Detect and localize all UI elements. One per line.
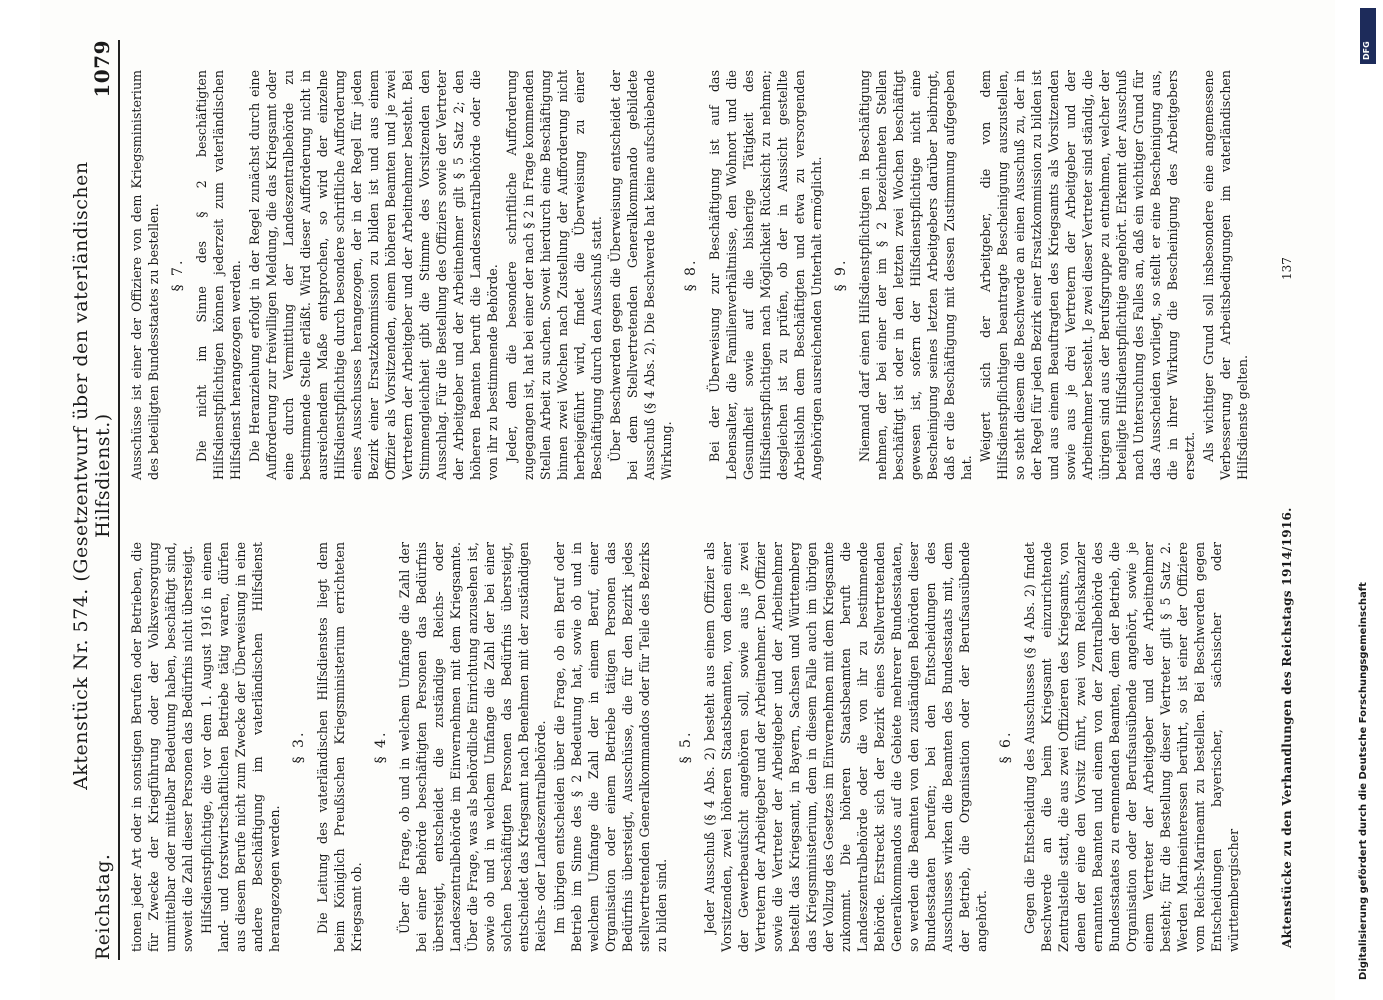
footer-signature: 137 bbox=[1280, 257, 1294, 280]
paragraph: Jeder, dem die besondere schriftliche Aufforderung zugegangen ist, hat bei einer der nach § 2 in Frage kommenden Stellen Arbeit zu suchen. Soweit hierdurch eine Beschäftigung binnen zwei Wochen nach Zustellung der Aufforderung nicht herbeigeführt wird, findet die Überweisung zu einer Beschäftigung durch den Ausschuß statt. bbox=[504, 70, 604, 480]
paragraph: Gegen die Entscheidung des Ausschusses (§ 4 Abs. 2) findet Beschwerde an die beim Kriegsamt einzurichtende Zentralstelle statt, die aus zwei Offizieren des Kriegsamts, von denen der eine den Vorsitz führt, zwei vom Reichskanzler ernannten Beamten und einem von der Zentralbehörde des Bundesstaates zu ernennenden Beamten, dem der Betrieb, die Organisation oder der Berufsausübende angehört, sowie je einem Vertreter der Arbeitgeber und der Arbeitnehmer besteht; für die Bestellung dieser Vertreter gilt § 5 Satz 2. Werden Marineinteressen berührt, so ist einer der Offiziere vom Reichs-Marineamt zu bestellen. Bei Beschwerden gegen Entscheidungen bayerischer, sächsischer oder württembergischer bbox=[1022, 542, 1241, 952]
section-heading: § 9. bbox=[833, 258, 849, 292]
right-column bbox=[128, 70, 1253, 480]
document-page bbox=[40, 0, 1335, 1000]
section-heading: § 4. bbox=[373, 730, 389, 764]
footer-source: Aktenstücke zu den Verhandlungen des Reichstags 1914/1916. bbox=[1280, 507, 1294, 948]
paragraph: Bei der Überweisung zur Beschäftigung ist auf das Lebensalter, die Familienverhältnisse, den Wohnort und die Gesundheit sowie auf die bisherige Tätigkeit des Hilfsdienstpflichtigen nach Möglichkeit Rücksicht zu nehmen; desgleichen ist zu prüfen, ob der in Aussicht gestellte Arbeitslohn dem Beschäftigten und etwa zu versorgenden Angehörigen ausreichenden Unterhalt ermöglicht. bbox=[707, 70, 824, 480]
paragraph: Die Heranziehung erfolgt in der Regel zunächst durch eine Aufforderung zur freiwilligen Meldung, die das Kriegsamt oder eine durch Vermittlung der Landeszentralbehörde zu bestimmende Stelle erläßt. Wird dieser Aufforderung nicht in ausreichendem Maße entsprochen, so wird der einzelne Hilfsdienstpflichtige durch besondere schriftliche Aufforderung eines Ausschusses herangezogen, der in der Regel für jeden Bezirk einer Ersatzkommission zu bilden ist und aus einem Offizier als Vorsitzenden, einem höheren Beamten und je zwei Vertretern der Arbeitgeber und der Arbeitnehmer besteht. Bei Stimmengleichheit gibt die Stimme des Vorsitzenden den Ausschlag. Für die Bestellung des Offiziers sowie der Vertreter der Arbeitgeber und der Arbeitnehmer gilt § 5 Satz 2; den höheren Beamten beruft die Landeszentralbehörde oder die von ihr zu bestimmende Behörde. bbox=[247, 70, 500, 480]
paragraph: Jeder Ausschuß (§ 4 Abs. 2) besteht aus einem Offizier als Vorsitzenden, zwei höheren Staatsbeamten, von denen einer der Gewerbeaufsicht angehören soll, sowie aus je zwei Vertretern der Arbeitgeber und der Arbeitnehmer. Den Offizier sowie die Vertreter der Arbeitgeber und der Arbeitnehmer bestellt das Kriegsamt, in Bayern, Sachsen und Württemberg das Kriegsministerium, dem in diesem Falle auch im übrigen der Vollzug des Gesetzes im Einvernehmen mit dem Kriegsamte zukommt. Die höheren Staatsbeamten beruft die Landeszentralbehörde oder die von ihr zu bestimmende Behörde. Erstreckt sich der Bezirk eines Stellvertretenden Generalkommandos auf die Gebiete mehrerer Bundesstaaten, so werden die Beamten von den zuständigen Behörden dieser Bundesstaaten berufen; bei den Entscheidungen des Ausschusses wirken die Beamten des Bundesstaats mit, dem der Betrieb, die Organisation oder der Berufsausübende angehört. bbox=[702, 542, 989, 952]
paragraph: Im übrigen entscheiden über die Frage, ob ein Beruf oder Betrieb im Sinne des § 2 Bedeutung hat, sowie ob und in welchem Umfange die Zahl der in einem Beruf, einer Organisation oder einem Betriebe tätigen Personen das Bedürfnis übersteigt, Ausschüsse, die für den Bezirk jedes stellvertretenden Generalkommandos oder für Teile des Bezirks zu bilden sind. bbox=[552, 542, 669, 952]
digitization-note-text: Digitalisierung gefördert durch die Deutsche Forschungsgemeinschaft bbox=[1358, 582, 1369, 980]
left-column bbox=[128, 542, 1244, 952]
section-heading: § 6. bbox=[998, 730, 1014, 764]
paragraph: Über Beschwerden gegen die Überweisung entscheidet der bei dem Stellvertretenden Generalkommando gebildete Ausschuß (§ 4 Abs. 2). Die Beschwerde hat keine aufschiebende Wirkung. bbox=[608, 70, 674, 480]
paragraph: Ausschüsse ist einer der Offiziere von dem Kriegsministerium des beteiligten Bundesstaates zu bestellen. bbox=[129, 70, 161, 480]
header-title: Aktenstück Nr. 574. (Gesetzentwurf über den vaterländischen Hilfsdienst.) bbox=[70, 161, 114, 790]
paragraph: Weigert sich der Arbeitgeber, die von dem Hilfsdienstpflichtigen beantragte Bescheinigung auszustellen, so steht diesem die Beschwerde an einen Ausschuß zu, der in der Regel für jeden Bezirk einer Ersatzkommission zu bilden ist und aus einem Beauftragten des Kriegsamts als Vorsitzenden sowie aus je drei Vertretern der Arbeitgeber und der Arbeitnehmer besteht. Je zwei dieser Vertreter sind ständig, die übrigen sind aus der Berufsgruppe zu entnehmen, welcher der beteiligte Hilfsdienstpflichtige angehört. Erkennt der Ausschuß nach Untersuchung des Falles an, daß ein wichtiger Grund für das Ausscheiden vorliegt, so stellt er eine Bescheinigung aus, die in ihrer Wirkung die Bescheinigung des Arbeitgebers ersetzt. bbox=[978, 70, 1197, 480]
paragraph: Über die Frage, ob und in welchem Umfange die Zahl der bei einer Behörde beschäftigten Personen das Bedürfnis übersteigt, entscheidet die zuständige Reichs- oder Landeszentralbehörde im Einvernehmen mit dem Kriegsamte. Über die Frage, was als behördliche Einrichtung anzusehen ist, sowie ob und in welchem Umfange die Zahl der bei einer solchen beschäftigten Personen das Bedürfnis übersteigt, entscheidet das Kriegsamt nach Benehmen mit der zuständigen Reichs- oder Landeszentralbehörde. bbox=[397, 542, 548, 952]
page-number: 1079 bbox=[90, 40, 114, 98]
section-heading: § 3. bbox=[291, 730, 307, 764]
running-head bbox=[68, 40, 120, 960]
section-heading: § 7. bbox=[170, 258, 186, 292]
section-heading: § 8. bbox=[683, 258, 699, 292]
paragraph: Als wichtiger Grund soll insbesondere eine angemessene Verbesserung der Arbeitsbedingungen im vaterländischen Hilfsdienste gelten. bbox=[1201, 70, 1250, 480]
paragraph: Die Leitung des vaterländischen Hilfsdienstes liegt dem beim Königlich Preußischen Kriegsministerium errichteten Kriegsamt ob. bbox=[315, 542, 364, 952]
paragraph: Hilfsdienstpflichtige, die vor dem 1. August 1916 in einem land- und forstwirtschaftlichen Betriebe tätig waren, dürfen aus diesem Berufe nicht zum Zwecke der Überweisung in eine andere Beschäftigung im vaterländischen Hilfsdienst herangezogen werden. bbox=[199, 542, 282, 952]
section-heading: § 5. bbox=[678, 730, 694, 764]
dfg-logo: DFG bbox=[1360, 8, 1376, 64]
paragraph: Die nicht im Sinne des § 2 beschäftigten Hilfsdienstpflichtigen können jederzeit zum vaterländischen Hilfsdienst herangezogen werden. bbox=[194, 70, 243, 480]
header-left: Reichstag. bbox=[92, 853, 114, 960]
paragraph: Niemand darf einen Hilfsdienstpflichtigen in Beschäftigung nehmen, der bei einer der im § 2 bezeichneten Stellen beschäftigt ist oder in den letzten zwei Wochen beschäftigt gewesen ist, sofern der Hilfsdienstpflichtige nicht eine Bescheinigung seines letzten Arbeitgebers darüber beibringt, daß er die Beschäftigung mit dessen Zustimmung aufgegeben hat. bbox=[857, 70, 974, 480]
digitization-note bbox=[1358, 420, 1376, 980]
paragraph: tionen jeder Art oder in sonstigen Berufen oder Betrieben, die für Zwecke der Kriegführung oder der Volksversorgung unmittelbar oder mittelbar Bedeutung haben, beschäftigt sind, soweit die Zahl dieser Personen das Bedürfnis nicht übersteigt. bbox=[129, 542, 195, 952]
